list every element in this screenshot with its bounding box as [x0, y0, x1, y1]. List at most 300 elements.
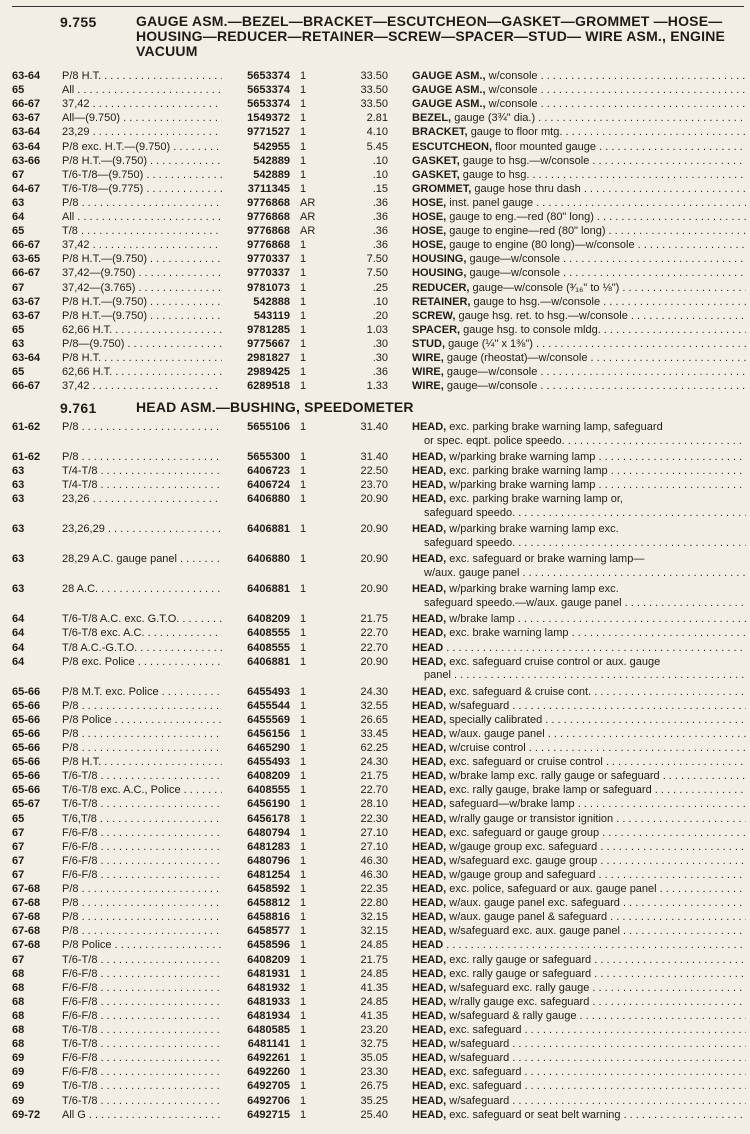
year-cell: 63 — [12, 465, 25, 478]
description-cell — [412, 1109, 746, 1123]
application-cell — [62, 855, 222, 869]
description-line — [412, 642, 746, 656]
part-description: w/rally gauge or transistor ignition — [449, 812, 614, 825]
description-cell — [412, 225, 746, 239]
description-line — [412, 155, 746, 169]
description-cell — [412, 211, 746, 225]
application-cell — [62, 1080, 222, 1094]
application-text: P/8 . . . — [62, 911, 222, 925]
section-title: GAUGE ASM.—BEZEL—BRACKET—ESCUTCHEON—GASKET—GROMMET —HOSE—HOUSING—REDUCER—RETAINER—SCREW—SPACER—STUD— WIRE ASM., ENGINE VACUUM — [136, 13, 726, 59]
description-line — [412, 366, 746, 380]
application-cell — [62, 1010, 222, 1024]
part-name: HOUSING, — [412, 253, 467, 266]
description-cell — [412, 183, 746, 197]
description-cell — [412, 813, 746, 827]
part-name: REDUCER, — [412, 281, 470, 294]
year-cell: 64 — [12, 641, 25, 654]
part-description: gauge to engine (80 long)—w/console — [449, 239, 635, 252]
year-cell: 65 — [12, 812, 25, 825]
application-text: T/6-T/8 . . . — [62, 954, 222, 968]
part-name: HEAD, — [412, 1038, 447, 1051]
description-cell — [412, 366, 746, 380]
year-cell: 67-68 — [12, 939, 41, 952]
part-description: gauge—w/console — [446, 380, 538, 393]
part-number-cell: 6408555 — [247, 627, 290, 640]
part-number-cell: 5653374 — [247, 84, 290, 97]
price-cell: .36 — [372, 239, 388, 252]
description-line — [412, 686, 746, 700]
price-cell: 5.45 — [366, 140, 388, 153]
quantity-cell: 1 — [300, 812, 307, 825]
price-cell: 32.15 — [360, 911, 388, 924]
part-description: w/parking brake warning lamp exc. — [449, 523, 619, 536]
application-cell — [62, 883, 222, 897]
part-name: HEAD — [412, 641, 444, 654]
description-line — [412, 465, 746, 479]
description-line — [412, 627, 746, 641]
quantity-cell: 1 — [300, 98, 307, 111]
application-text: T/6-T/8 . . . — [62, 1095, 222, 1109]
application-text: T/4-T/8 . . . — [62, 465, 222, 479]
year-cell: 67 — [12, 826, 25, 839]
part-number-cell: 6456156 — [247, 727, 290, 740]
application-text: F/6-F/8 . . . — [62, 869, 222, 883]
description-cell — [412, 1038, 746, 1052]
price-cell: 7.50 — [366, 253, 388, 266]
year-cell: 65-66 — [12, 713, 41, 726]
part-description: gauge hsg. ret. to hsg.—w/console — [458, 309, 628, 322]
part-name: HEAD, — [412, 995, 447, 1008]
application-text: P/8 . . . — [62, 197, 222, 211]
description-cell — [412, 352, 746, 366]
description-line — [412, 784, 746, 798]
description-cell — [412, 98, 746, 112]
price-cell: .10 — [372, 154, 388, 167]
description-line — [412, 883, 746, 897]
price-cell: .20 — [372, 309, 388, 322]
quantity-cell: 1 — [300, 981, 307, 994]
quantity-cell: 1 — [300, 713, 307, 726]
part-description: gauge to eng.—red (80" long) — [449, 211, 594, 223]
application-text: T/6-T/8 A.C. exc. G.T.O. . . . — [62, 613, 222, 627]
application-text: 62,66 H.T. . . . — [62, 324, 222, 338]
quantity-cell: 1 — [300, 1024, 307, 1036]
application-text: P/8 exc. H.T.—(9.750) . . . — [62, 141, 222, 155]
description-line — [412, 897, 746, 911]
year-cell: 65 — [12, 225, 25, 238]
quantity-cell: 1 — [300, 154, 307, 167]
part-description: w/safeguard — [449, 1094, 510, 1107]
price-cell: 23.70 — [360, 479, 388, 492]
year-cell: 61-62 — [12, 421, 41, 433]
application-text: P/8 . . . — [62, 742, 222, 756]
part-description: w/brake lamp exc. rally gauge or safeguard — [449, 770, 660, 783]
description-cell — [412, 827, 746, 841]
description-line — [412, 197, 746, 211]
application-cell — [62, 296, 222, 310]
application-cell — [62, 98, 222, 112]
description-cell — [412, 742, 746, 756]
application-cell — [62, 338, 222, 352]
year-cell: 63 — [12, 479, 25, 492]
quantity-cell: 1 — [300, 699, 307, 712]
application-cell — [62, 451, 222, 465]
section-header — [0, 13, 750, 59]
part-name: ESCUTCHEON, — [412, 140, 493, 153]
description-line — [412, 1080, 746, 1094]
part-number-cell: 6481932 — [247, 981, 290, 994]
description-cell — [412, 982, 746, 996]
price-cell: 20.90 — [360, 655, 388, 668]
part-name: HEAD, — [412, 854, 447, 867]
application-text: T/6-T/8—(9.750) . . . — [62, 169, 222, 183]
year-cell: 67 — [12, 168, 25, 181]
quantity-cell: 1 — [300, 925, 307, 938]
application-cell — [62, 126, 222, 140]
description-cell — [412, 841, 746, 855]
part-description: exc. safeguard or seat belt warning — [449, 1108, 621, 1121]
quantity-cell: 1 — [300, 323, 307, 336]
description-line — [412, 338, 746, 352]
part-number-cell: 6455569 — [247, 713, 290, 726]
description-cell — [412, 465, 746, 479]
description-cell — [412, 1024, 746, 1038]
description-cell — [412, 380, 746, 394]
application-text: 23,29 . . . — [62, 126, 222, 140]
price-cell: 25.40 — [360, 1108, 388, 1121]
part-description: exc. safeguard — [449, 1024, 522, 1036]
description-line-2: safeguard speedo. . . . — [412, 507, 746, 521]
price-cell: .36 — [372, 225, 388, 238]
part-name: GAUGE ASM., — [412, 84, 486, 97]
part-description: w/parking brake warning lamp exc. — [449, 583, 619, 596]
part-number-cell: 6408209 — [247, 953, 290, 966]
application-text: T/6-T/8 . . . — [62, 1038, 222, 1052]
year-cell: 65 — [12, 84, 25, 97]
description-cell — [412, 798, 746, 812]
part-name: HEAD, — [412, 727, 447, 740]
application-text: 28,29 A.C. gauge panel . . . — [62, 553, 222, 567]
description-cell — [412, 656, 746, 683]
year-cell: 66-67 — [12, 98, 41, 111]
description-line — [412, 996, 746, 1010]
description-cell — [412, 869, 746, 883]
part-description: exc. brake warning lamp — [449, 627, 569, 640]
application-cell — [62, 700, 222, 714]
part-name: BRACKET, — [412, 126, 468, 139]
part-number-cell: 543119 — [253, 309, 290, 322]
application-cell — [62, 742, 222, 756]
quantity-cell: 1 — [300, 897, 307, 910]
quantity-cell: 1 — [300, 613, 307, 626]
description-cell — [412, 197, 746, 211]
price-cell: 20.90 — [360, 553, 388, 566]
application-cell — [62, 366, 222, 380]
section-title: HEAD ASM.—BUSHING, SPEEDOMETER — [136, 399, 414, 415]
quantity-cell: 1 — [300, 479, 307, 492]
description-line — [412, 1038, 746, 1052]
quantity-cell: 1 — [300, 953, 307, 966]
year-cell: 63-67 — [12, 112, 41, 125]
part-number-cell: 6455544 — [247, 699, 290, 712]
description-line — [412, 70, 746, 84]
quantity-cell: 1 — [300, 281, 307, 294]
part-number-cell: 6481254 — [247, 868, 290, 881]
price-cell: 27.10 — [360, 840, 388, 853]
quantity-cell: 1 — [300, 1009, 307, 1022]
year-cell: 69 — [12, 1080, 25, 1093]
description-line-2: or spec. eqpt. police speedo. . . . — [412, 435, 746, 449]
application-cell — [62, 613, 222, 627]
part-number-cell: 6456190 — [247, 798, 290, 811]
part-name: HEAD, — [412, 897, 447, 910]
part-name: WIRE, — [412, 380, 444, 393]
application-text: 23,26,29 . . . — [62, 523, 222, 537]
description-cell — [412, 451, 746, 465]
part-number-cell: 5655106 — [247, 421, 290, 433]
description-line-2: safeguard speedo.—w/aux. gauge panel . . . — [412, 597, 746, 611]
description-cell — [412, 126, 746, 140]
year-cell: 63-67 — [12, 295, 41, 308]
year-cell: 69 — [12, 1052, 25, 1065]
application-cell — [62, 869, 222, 883]
description-line — [412, 239, 746, 253]
year-cell: 67-68 — [12, 925, 41, 938]
part-number-cell: 6456178 — [247, 812, 290, 825]
table-row — [0, 583, 750, 611]
quantity-cell: 1 — [300, 627, 307, 640]
application-text: T/6,T/8 . . . — [62, 813, 222, 827]
part-description: gauge (rheostat)—w/console — [446, 352, 588, 364]
application-cell — [62, 925, 222, 939]
part-name: HEAD, — [412, 1052, 447, 1065]
application-text: P/8 . . . — [62, 897, 222, 911]
year-cell: 68 — [12, 1024, 25, 1036]
price-cell: 4.10 — [366, 126, 388, 139]
quantity-cell: 1 — [300, 641, 307, 654]
year-cell: 65-66 — [12, 685, 41, 698]
quantity-cell: 1 — [300, 352, 307, 364]
part-name: HEAD, — [412, 868, 447, 881]
quantity-cell: 1 — [300, 112, 307, 125]
part-number-cell: 6481934 — [247, 1009, 290, 1022]
application-text: F/6-F/8 . . . — [62, 827, 222, 841]
part-number-cell: 9781285 — [247, 323, 290, 336]
price-cell: 41.35 — [360, 981, 388, 994]
application-text: All—(9.750) . . . — [62, 112, 222, 126]
quantity-cell: 1 — [300, 685, 307, 698]
part-description: w/gauge group and safeguard — [449, 868, 596, 881]
application-cell — [62, 686, 222, 700]
part-description: inst. panel gauge — [449, 196, 534, 209]
part-description: w/safeguard — [449, 1038, 510, 1051]
year-cell: 67-68 — [12, 883, 41, 895]
quantity-cell: 1 — [300, 784, 307, 797]
year-cell: 63 — [12, 493, 25, 506]
application-cell — [62, 310, 222, 324]
part-number-cell: 6406881 — [247, 583, 290, 596]
description-line — [412, 84, 746, 98]
application-cell — [62, 642, 222, 656]
application-cell — [62, 982, 222, 996]
price-cell: 7.50 — [366, 267, 388, 280]
application-cell — [62, 798, 222, 812]
part-name: HEAD, — [412, 465, 447, 478]
part-name: HEAD — [412, 939, 444, 952]
part-name: HEAD, — [412, 553, 447, 566]
part-number-cell: 6408209 — [247, 613, 290, 626]
description-line — [412, 1109, 746, 1123]
part-name: HEAD, — [412, 925, 447, 938]
description-cell — [412, 523, 746, 550]
price-cell: .10 — [372, 295, 388, 308]
quantity-cell: AR — [300, 225, 316, 238]
part-name: GROMMET, — [412, 182, 472, 195]
price-cell: 35.25 — [360, 1094, 388, 1107]
description-cell — [412, 1010, 746, 1024]
description-line — [412, 183, 746, 197]
quantity-cell: 1 — [300, 911, 307, 924]
application-cell — [62, 197, 222, 211]
part-number-cell: 6408555 — [247, 784, 290, 797]
application-text: T/8 . . . — [62, 225, 222, 239]
description-line — [412, 211, 746, 225]
part-number-cell: 6406724 — [247, 479, 290, 492]
description-cell — [412, 642, 746, 656]
part-name: HEAD, — [412, 627, 447, 640]
year-cell: 63-66 — [12, 154, 41, 167]
application-text: F/6-F/8 . . . — [62, 996, 222, 1010]
part-number-cell: 6406880 — [247, 553, 290, 566]
description-cell — [412, 112, 746, 126]
application-cell — [62, 1095, 222, 1109]
section-number: 9.755 — [60, 14, 97, 30]
part-name: HEAD, — [412, 953, 447, 966]
price-cell: .10 — [372, 168, 388, 181]
year-cell: 63-64 — [12, 126, 41, 139]
part-number-cell: 1549372 — [247, 112, 290, 125]
part-name: HEAD, — [412, 1094, 447, 1107]
description-line — [412, 827, 746, 841]
part-name: HEAD, — [412, 479, 447, 492]
part-description: exc. safeguard — [449, 1080, 522, 1093]
part-name: HEAD, — [412, 655, 447, 668]
part-number-cell: 9776868 — [247, 211, 290, 223]
quantity-cell: 1 — [300, 1094, 307, 1107]
description-cell — [412, 784, 746, 798]
description-line — [412, 141, 746, 155]
part-number-cell: 6458596 — [247, 939, 290, 952]
price-cell: 1.03 — [366, 323, 388, 336]
application-text: 37,42—(3.765) . . . — [62, 282, 222, 296]
application-text: 37,42—(9.750) . . . — [62, 267, 222, 281]
quantity-cell: 1 — [300, 1066, 307, 1079]
part-name: HEAD, — [412, 883, 447, 895]
application-text: T/6-T/8 . . . — [62, 798, 222, 812]
application-text: P/8 H.T.—(9.750) . . . — [62, 155, 222, 169]
description-line — [412, 479, 746, 493]
application-cell — [62, 714, 222, 728]
price-cell: 32.75 — [360, 1038, 388, 1051]
quantity-cell: 1 — [300, 380, 307, 393]
description-line — [412, 855, 746, 869]
application-cell — [62, 169, 222, 183]
part-number-cell: 9776868 — [247, 196, 290, 209]
price-cell: 22.70 — [360, 627, 388, 640]
part-number-cell: 6455493 — [247, 756, 290, 769]
part-description: w/safeguard exc. rally gauge — [449, 981, 590, 994]
application-text: All G . . . — [62, 1109, 222, 1123]
description-cell — [412, 728, 746, 742]
description-line — [412, 112, 746, 126]
application-cell — [62, 239, 222, 253]
part-name: HEAD, — [412, 451, 447, 463]
application-cell — [62, 253, 222, 267]
price-cell: 23.20 — [360, 1024, 388, 1036]
application-text: P/8 H.T.—(9.750) . . . — [62, 296, 222, 310]
part-name: HEAD, — [412, 967, 447, 980]
part-description: exc. rally gauge or safeguard — [449, 967, 592, 980]
part-number-cell: 6492715 — [247, 1108, 290, 1121]
part-description: exc. safeguard — [449, 1066, 522, 1079]
year-cell: 68 — [12, 1038, 25, 1051]
table-row — [0, 656, 750, 684]
part-number-cell: 6481931 — [247, 967, 290, 980]
year-cell: 67-68 — [12, 911, 41, 924]
part-name: HOUSING, — [412, 267, 467, 280]
year-cell: 63-64 — [12, 352, 41, 364]
application-cell — [62, 282, 222, 296]
quantity-cell: 1 — [300, 421, 307, 433]
year-cell: 63 — [12, 553, 25, 566]
part-description: exc. safeguard or cruise control — [449, 756, 603, 769]
application-text: T/6-T/8 exc. A.C., Police . . . — [62, 784, 222, 798]
part-description: w/aux. gauge panel — [449, 727, 545, 740]
quantity-cell: 1 — [300, 309, 307, 322]
application-cell — [62, 841, 222, 855]
description-cell — [412, 141, 746, 155]
application-text: P/8 H.T.—(9.750) . . . — [62, 253, 222, 267]
quantity-cell: 1 — [300, 995, 307, 1008]
quantity-cell: 1 — [300, 798, 307, 811]
price-cell: .36 — [372, 211, 388, 223]
price-cell: 22.35 — [360, 883, 388, 895]
part-number-cell: 6465290 — [247, 742, 290, 754]
year-cell: 66-67 — [12, 239, 41, 252]
part-name: SCREW, — [412, 309, 456, 322]
application-text: All . . . — [62, 84, 222, 98]
part-description: w/parking brake warning lamp — [449, 479, 596, 492]
part-description: specially calibrated — [449, 713, 543, 726]
part-number-cell: 9775667 — [247, 337, 290, 350]
table-row — [0, 523, 750, 551]
quantity-cell: 1 — [300, 756, 307, 769]
part-number-cell: 9781073 — [247, 281, 290, 294]
description-cell — [412, 925, 746, 939]
description-cell — [412, 883, 746, 897]
part-number-cell: 5653374 — [247, 70, 290, 82]
application-text: P/8 H.T. . . . — [62, 352, 222, 366]
part-description: exc. safeguard or brake warning lamp— — [449, 553, 645, 566]
description-cell — [412, 84, 746, 98]
application-text: T/8 A.C.-G.T.O. . . . — [62, 642, 222, 656]
application-text: P/8 Police . . . — [62, 939, 222, 953]
description-line — [412, 1052, 746, 1066]
application-cell — [62, 421, 222, 435]
part-name: HEAD, — [412, 583, 447, 596]
quantity-cell: AR — [300, 196, 316, 209]
application-cell — [62, 939, 222, 953]
